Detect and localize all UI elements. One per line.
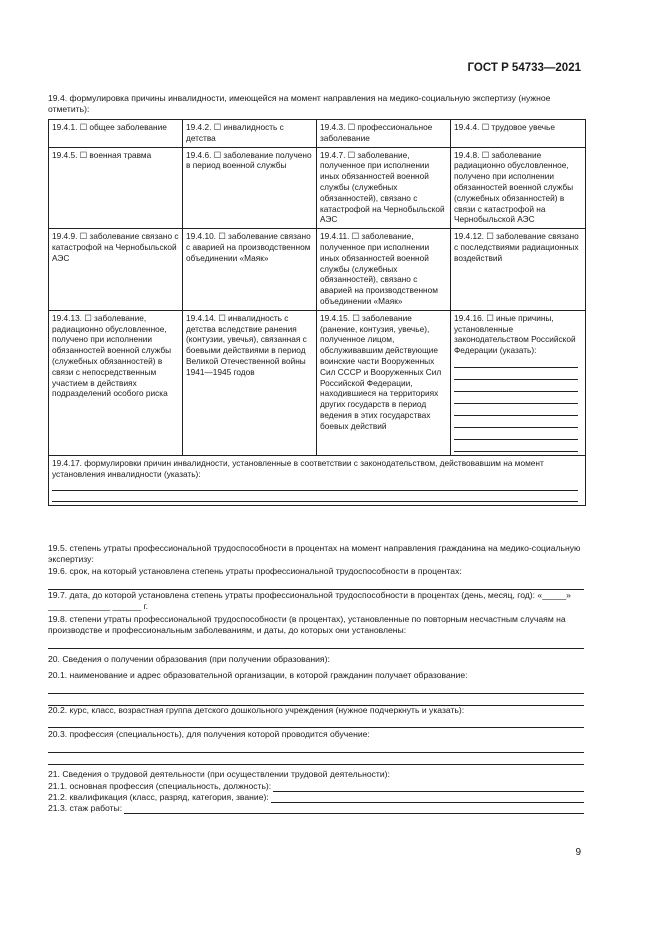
field-label: 21.3. стаж работы: bbox=[48, 803, 123, 813]
option-19-4-14: 19.4.14. ☐ инвалидность с детства вследствие ранения (контузии, увечья), связанная с боевыми действиями в период Великой Отечественной войны 1941—1945 годов bbox=[186, 312, 307, 377]
option-19-4-11: 19.4.11. ☐ заболевание, полученное при исполнении иных обязанностей военной службы (служебных обязанностей), связано с аварией на производственном объединении «Маяк» bbox=[320, 231, 438, 306]
option-19-4-10: 19.4.10. ☐ заболевание связано с аварией на производственном объединении «Маяк» bbox=[186, 231, 311, 263]
table-cell[interactable] bbox=[451, 120, 586, 148]
experience-line[interactable] bbox=[124, 804, 584, 814]
blank-line[interactable] bbox=[454, 440, 578, 452]
table-cell[interactable] bbox=[183, 147, 317, 229]
option-19-4-2: 19.4.2. ☐ инвалидность с детства bbox=[186, 122, 284, 143]
table-cell[interactable] bbox=[49, 229, 183, 311]
section-21-3 bbox=[48, 803, 584, 814]
blank-line[interactable] bbox=[454, 428, 578, 440]
option-19-4-6: 19.4.6. ☐ заболевание получено в период военной службы bbox=[186, 149, 312, 171]
section-19-4-intro: 19.4. формулировка причины инвалидности, имеющейся на момент направления на медико-социальную экспертизу (нужное отметить): bbox=[48, 93, 551, 115]
table-cell[interactable] bbox=[451, 310, 586, 455]
option-19-4-17: 19.4.17. формулировки причин инвалидности, установленные в соответствии с законодательством, действовавшим на момент установления инвалидности (указать): bbox=[52, 457, 544, 479]
table-cell[interactable] bbox=[451, 147, 586, 229]
table-cell[interactable] bbox=[317, 229, 451, 311]
page-number: 9 bbox=[575, 847, 581, 858]
table-cell[interactable] bbox=[49, 147, 183, 229]
table-cell[interactable] bbox=[317, 120, 451, 148]
field-label: 21.2. квалификация (класс, разряд, категория, звание): bbox=[48, 792, 269, 802]
section-20: 20. Сведения о получении образования (при получении образования): bbox=[48, 654, 330, 664]
section-19-7: 19.7. дата, до которой установлена степень утраты профессиональной трудоспособности в процентах (день, месяц, год): «_____» _____________ ______ г. bbox=[48, 590, 571, 612]
option-19-4-3: 19.4.3. ☐ профессиональное заболевание bbox=[320, 122, 433, 143]
table-row bbox=[49, 455, 586, 505]
section-19-5: 19.5. степень утраты профессиональной трудоспособности в процентах на момент направления гражданина на медико-социальную экспертизу: bbox=[48, 543, 581, 565]
table-cell[interactable] bbox=[183, 229, 317, 311]
option-19-4-4: 19.4.4. ☐ трудовое увечье bbox=[454, 122, 555, 132]
blank-line[interactable] bbox=[48, 578, 584, 590]
field-label: 21.1. основная профессия (специальность, должность): bbox=[48, 781, 272, 791]
profession-line[interactable] bbox=[273, 782, 584, 792]
table-row bbox=[49, 120, 586, 148]
table-cell[interactable] bbox=[183, 310, 317, 455]
blank-line[interactable] bbox=[48, 741, 584, 753]
option-19-4-1: 19.4.1. ☐ общее заболевание bbox=[52, 122, 167, 132]
section-20-1: 20.1. наименование и адрес образовательной организации, в которой гражданин получает образование: bbox=[48, 670, 468, 680]
blank-line[interactable] bbox=[454, 392, 578, 404]
blank-line[interactable] bbox=[48, 682, 584, 694]
option-19-4-13: 19.4.13. ☐ заболевание, радиационно обусловленное, получено при исполнении обязанностей военной службы (служебных обязанностей) в связи с непосредственным участием в действиях подразделений особого риска bbox=[52, 312, 172, 399]
blank-line[interactable] bbox=[454, 404, 578, 416]
table-row bbox=[49, 310, 586, 455]
section-21-1 bbox=[48, 781, 584, 792]
blank-line[interactable] bbox=[454, 356, 578, 368]
blank-line[interactable] bbox=[454, 416, 578, 428]
section-20-2: 20.2. курс, класс, возрастная группа детского дошкольного учреждения (нужное подчеркнуть и указать): bbox=[48, 705, 465, 715]
blank-line[interactable] bbox=[52, 491, 578, 502]
option-19-4-7: 19.4.7. ☐ заболевание, полученное при исполнении иных обязанностей военной службы (служебных обязанностей), связано с катастрофой на Чернобыльской АЭС bbox=[320, 149, 445, 225]
blank-line[interactable] bbox=[48, 753, 584, 765]
other-causes-lines[interactable] bbox=[454, 356, 582, 452]
legacy-causes-lines[interactable] bbox=[52, 480, 582, 502]
option-19-4-15: 19.4.15. ☐ заболевание (ранение, контузия, увечье), полученное лицом, обслуживавшим действующие воинские части Вооруженных Сил СССР и Вооруженных Сил Российской Федерации, находившиеся на территориях других государств в период ведения в этих государствах боевых действий bbox=[320, 312, 442, 431]
blank-line[interactable] bbox=[48, 637, 584, 649]
section-21-2 bbox=[48, 792, 584, 803]
option-19-4-12: 19.4.12. ☐ заболевание связано с последствиями радиационных воздействий bbox=[454, 231, 579, 263]
table-cell[interactable] bbox=[183, 120, 317, 148]
blank-line[interactable] bbox=[454, 368, 578, 380]
table-cell[interactable] bbox=[49, 455, 586, 505]
qualification-line[interactable] bbox=[271, 793, 584, 803]
section-20-3: 20.3. профессия (специальность), для получения которой проводится обучение: bbox=[48, 729, 370, 739]
table-cell[interactable] bbox=[49, 310, 183, 455]
table-cell[interactable] bbox=[451, 229, 586, 311]
option-19-4-8: 19.4.8. ☐ заболевание радиационно обусловленное, получено при исполнении обязанностей военной службы (служебных обязанностей) в связи с катастрофой на Чернобыльской АЭС bbox=[454, 149, 574, 225]
table-cell[interactable] bbox=[49, 120, 183, 148]
blank-line[interactable] bbox=[48, 716, 584, 728]
table-row bbox=[49, 147, 586, 229]
option-19-4-5: 19.4.5. ☐ военная травма bbox=[52, 149, 152, 160]
table-cell[interactable] bbox=[317, 147, 451, 229]
option-19-4-16: 19.4.16. ☐ иные причины, установленные законодательством Российской Федерации (указать): bbox=[454, 312, 576, 356]
section-21: 21. Сведения о трудовой деятельности (при осуществлении трудовой деятельности): bbox=[48, 769, 390, 779]
section-19-6: 19.6. срок, на который установлена степень утраты профессиональной трудоспособности в процентах: bbox=[48, 566, 462, 576]
blank-line[interactable] bbox=[454, 380, 578, 392]
option-19-4-9: 19.4.9. ☐ заболевание связано с катастрофой на Чернобыльской АЭС bbox=[52, 231, 179, 263]
table-row bbox=[49, 229, 586, 311]
blank-line[interactable] bbox=[52, 480, 578, 491]
document-code: ГОСТ Р 54733—2021 bbox=[467, 62, 581, 74]
disability-cause-table bbox=[48, 119, 586, 506]
table-cell[interactable] bbox=[317, 310, 451, 455]
section-19-8: 19.8. степени утраты профессиональной трудоспособности (в процентах), установленные по повторным несчастным случаям на производстве и профессиональным заболеваниям, и даты, до которых они установлены: bbox=[48, 614, 566, 636]
